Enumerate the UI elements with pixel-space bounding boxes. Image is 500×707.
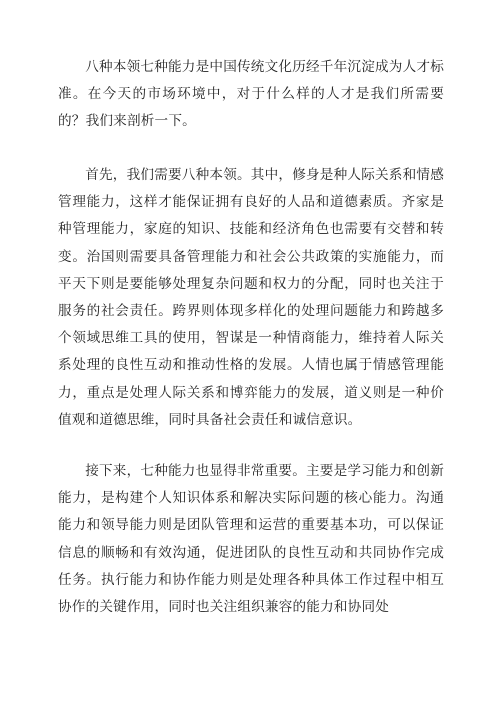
paragraph-intro: 八种本领七种能力是中国传统文化历经千年沉淀成为人才标准。在今天的市场环境中，对于什么样的人才是我们所需要的？我们来剖析一下。 bbox=[58, 59, 444, 130]
paragraph-seven-abilities: 接下来，七种能力也显得非常重要。主要是学习能力和创新能力，是构建个人知识体系和解决实际问题的核心能力。沟通能力和领导能力则是团队管理和运营的重要基本功，可以保证信息的顺畅和有效沟通，促进团队的良性互动和共同协作完成任务。执行能力和协作能力则是处理各种具体工作过程中相互协作的关键作用，同时也关注组织兼容的能力和协同处 bbox=[58, 463, 444, 616]
paragraph-eight-skills: 首先，我们需要八种本领。其中，修身是种人际关系和情感管理能力，这样才能保证拥有良好的人品和道德素质。齐家是种管理能力，家庭的知识、技能和经济角色也需要有交替和转变。治国则需要具备管理能力和社会公共政策的实施能力，而平天下则是要能够处理复杂问题和权力的分配，同时也关注于服务的社会责任。跨界则体现多样化的处理问题能力和跨越多个领域思维工具的使用，智谋是一种情商能力，维持着人际关系处理的良性互动和推动性格的发展。人情也属于情感管理能力，重点是处理人际关系和博弈能力的发展，道义则是一种价值观和道德思维，同时具备社会责任和诚信意识。 bbox=[58, 167, 444, 428]
